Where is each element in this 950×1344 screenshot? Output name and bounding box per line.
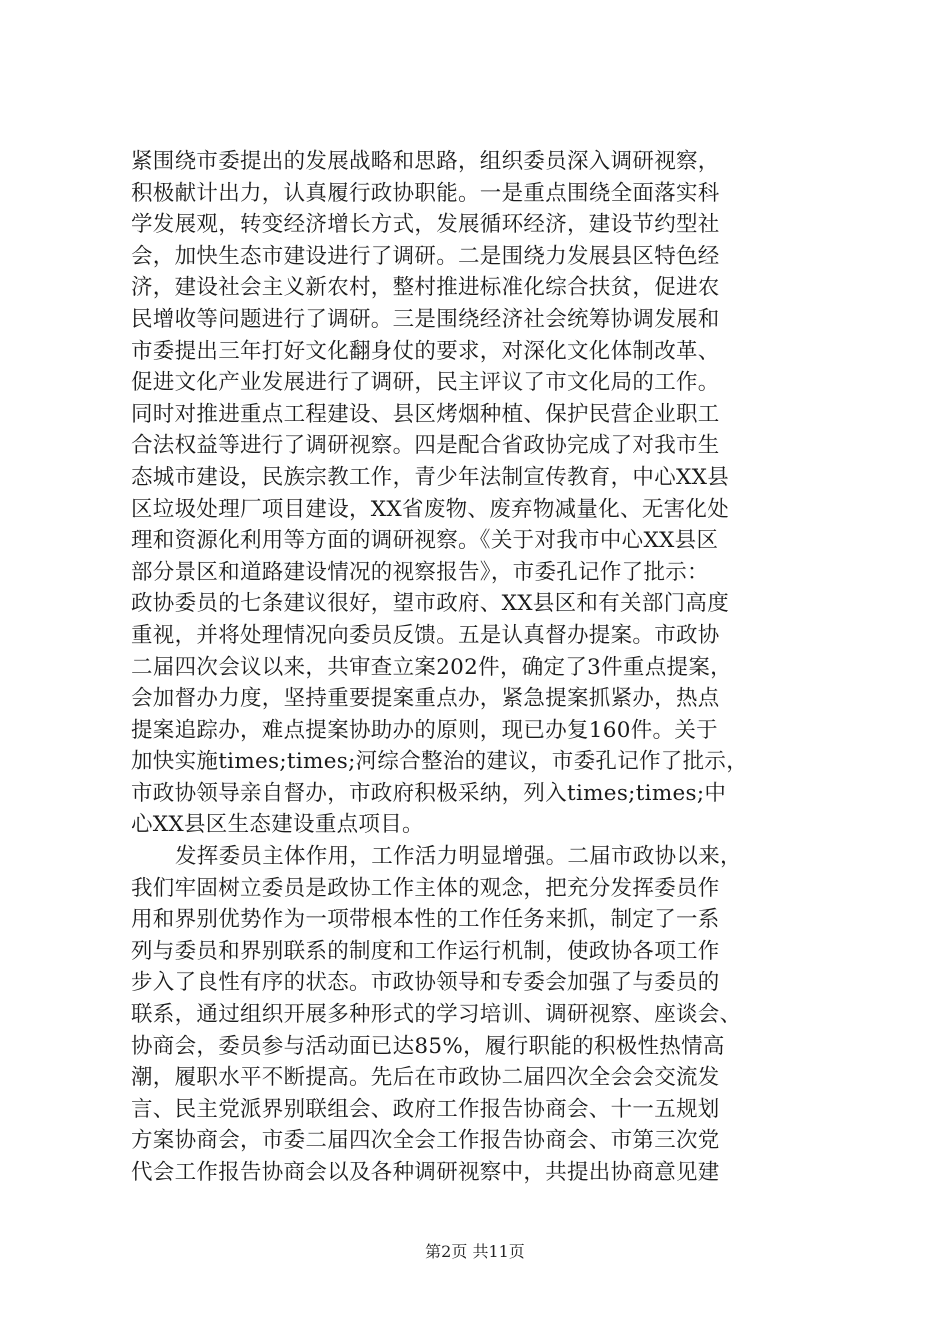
- text-line: 会加督办力度，坚持重要提案重点办，紧急提案抓紧办，热点: [131, 686, 720, 712]
- text-line: 步入了良性有序的状态。市政协领导和专委会加强了与委员的: [131, 970, 720, 996]
- text-line: 同时对推进重点工程建设、县区烤烟种植、保护民营企业职工: [131, 401, 720, 427]
- text-line: 方案协商会，市委二届四次全会工作报告协商会、市第三次党: [131, 1128, 720, 1154]
- text-line: 合法权益等进行了调研视察。四是配合省政协完成了对我市生: [131, 433, 720, 459]
- text-line: 潮，履职水平不断提高。先后在市政协二届四次全会会交流发: [131, 1065, 720, 1091]
- paragraph-start-line: 发挥委员主体作用，工作活力明显增强。二届市政协以来，: [175, 844, 742, 870]
- text-line: 学发展观，转变经济增长方式，发展循环经济，建设节约型社: [131, 212, 720, 238]
- text-line: 促进文化产业发展进行了调研，民主评议了市文化局的工作。: [131, 370, 720, 396]
- text-line: 我们牢固树立委员是政协工作主体的观念，把充分发挥委员作: [131, 875, 720, 901]
- text-line: 济，建设社会主义新农村，整村推进标准化综合扶贫，促进农: [131, 275, 720, 301]
- text-line: 列与委员和界别联系的制度和工作运行机制，使政协各项工作: [131, 938, 720, 964]
- text-line: 用和界别优势作为一项带根本性的工作任务来抓，制定了一系: [131, 907, 720, 933]
- text-line: 理和资源化利用等方面的调研视察。《关于对我市中心XX县区: [131, 528, 719, 554]
- text-line: 民增收等问题进行了调研。三是围绕经济社会统筹协调发展和: [131, 306, 720, 332]
- document-body: [131, 146, 831, 1189]
- text-line: 紧围绕市委提出的发展战略和思路，组织委员深入调研视察，: [131, 149, 720, 174]
- text-line: 政协委员的七条建议很好，望市政府、XX县区和有关部门高度: [131, 591, 730, 617]
- text-line: 联系，通过组织开展多种形式的学习培训、调研视察、座谈会、: [131, 1002, 742, 1028]
- text-line: 态城市建设，民族宗教工作，青少年法制宣传教育，中心XX县: [131, 464, 730, 490]
- text-line: 代会工作报告协商会以及各种调研视察中，共提出协商意见建: [131, 1160, 720, 1185]
- text-line: 协商会，委员参与活动面已达85%，履行职能的积极性热情高: [131, 1033, 725, 1059]
- text-line: 区垃圾处理厂项目建设，XX省废物、废弃物减量化、无害化处: [131, 496, 730, 522]
- text-line: 提案追踪办，难点提案协助办的原则，现已办复160件。关于: [131, 717, 718, 743]
- text-line: 言、民主党派界别联组会、政府工作报告协商会、十一五规划: [131, 1096, 720, 1122]
- text-line: 心XX县区生态建设重点项目。: [131, 812, 424, 838]
- text-line: 积极献计出力，认真履行政协职能。一是重点围绕全面落实科: [131, 180, 720, 206]
- text-line: 重视，并将处理情况向委员反馈。五是认真督办提案。市政协: [131, 622, 720, 648]
- text-line: 市政协领导亲自督办，市政府积极采纳，列入times;times;中: [131, 780, 727, 806]
- page-number-footer: 第2页 共11页: [425, 1242, 525, 1261]
- text-line: 会，加快生态市建设进行了调研。二是围绕力发展县区特色经: [131, 243, 720, 269]
- text-line: 加快实施times;times;河综合整治的建议，市委孔记作了批示，: [131, 749, 749, 775]
- text-line: 部分景区和道路建设情况的视察报告》，市委孔记作了批示：: [131, 559, 709, 585]
- text-line: 二届四次会议以来，共审查立案202件，确定了3件重点提案，: [131, 654, 732, 680]
- text-line: 市委提出三年打好文化翻身仗的要求，对深化文化体制改革、: [131, 338, 720, 364]
